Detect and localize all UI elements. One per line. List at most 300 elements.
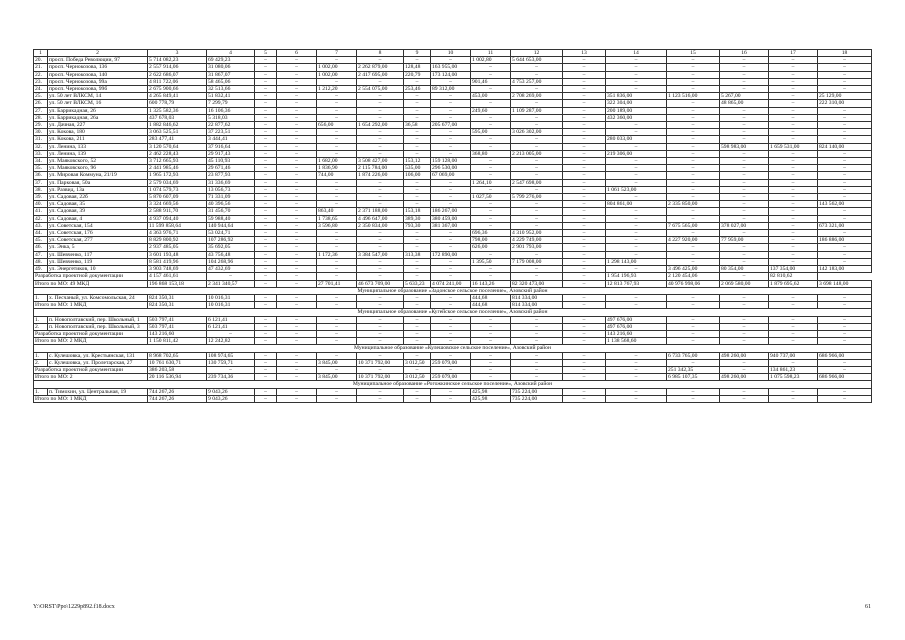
address-cell: ул. Кокова, 180	[48, 129, 148, 136]
value-cell: 2 417 695,00	[357, 71, 404, 78]
value-cell: –	[277, 244, 317, 251]
value-cell: 3 596,80	[317, 222, 357, 229]
value-cell: 77 959,00	[720, 237, 769, 244]
value-cell: 744 267,26	[148, 388, 207, 395]
value-cell: –	[317, 150, 357, 157]
value-cell: –	[667, 114, 720, 121]
value-cell: –	[431, 129, 471, 136]
summary-cell: –	[563, 366, 606, 373]
value-cell: –	[255, 186, 277, 193]
value-cell: 51 832,41	[207, 93, 255, 100]
value-cell: 2 708 269,00	[511, 93, 563, 100]
column-number-cell: 17	[769, 50, 818, 57]
summary-cell: –	[769, 330, 818, 337]
value-cell: –	[667, 78, 720, 85]
value-cell: –	[317, 244, 357, 251]
value-cell: –	[317, 143, 357, 150]
value-cell: 259 079,00	[431, 359, 471, 366]
value-cell: –	[357, 323, 404, 330]
value-cell: –	[769, 230, 818, 237]
row-number: 48.	[34, 258, 48, 265]
value-cell: –	[277, 57, 317, 64]
value-cell: 793,30	[404, 222, 431, 229]
value-cell: 598 983,00	[720, 143, 769, 150]
value-cell: 1 654 292,00	[357, 122, 404, 129]
value-cell: –	[277, 194, 317, 201]
value-cell: –	[277, 251, 317, 258]
value-cell: 3 508 427,00	[357, 158, 404, 165]
value-cell: –	[255, 107, 277, 114]
summary-cell: –	[207, 273, 255, 280]
value-cell: –	[317, 114, 357, 121]
value-cell: 43 756,48	[207, 251, 255, 258]
value-cell: 863,40	[317, 208, 357, 215]
summary-row	[34, 338, 872, 345]
address-cell: ул. 50 лет ВЛКСМ, 14	[48, 93, 148, 100]
value-cell: –	[255, 158, 277, 165]
value-cell: –	[563, 388, 606, 395]
value-cell: 4 310 952,00	[511, 230, 563, 237]
summary-cell: 6 985 107,35	[667, 374, 720, 381]
value-cell: 2 262 879,00	[357, 64, 404, 71]
value-cell: –	[563, 230, 606, 237]
value-cell: –	[255, 165, 277, 172]
value-cell: –	[563, 179, 606, 186]
value-cell: –	[255, 143, 277, 150]
value-cell: 249,60	[471, 107, 511, 114]
column-number-cell: 7	[317, 50, 357, 57]
value-cell: 13 056,73	[207, 186, 255, 193]
value-cell: –	[471, 266, 511, 273]
value-cell: –	[720, 186, 769, 193]
value-cell: –	[404, 258, 431, 265]
summary-cell: –	[404, 338, 431, 345]
value-cell: –	[471, 201, 511, 208]
column-number-cell: 9	[404, 50, 431, 57]
column-number-cell: 12	[511, 50, 563, 57]
table-row	[34, 64, 872, 71]
value-cell: –	[471, 215, 511, 222]
table-row	[34, 186, 872, 193]
value-cell: –	[667, 194, 720, 201]
summary-cell: 10 016,31	[207, 302, 255, 309]
summary-cell: 1 150 811,42	[148, 338, 207, 345]
value-cell: –	[255, 136, 277, 143]
summary-cell: –	[471, 366, 511, 373]
value-cell: –	[667, 388, 720, 395]
value-cell: –	[563, 100, 606, 107]
value-cell: –	[563, 78, 606, 85]
value-cell: 153,12	[404, 158, 431, 165]
value-cell: –	[563, 237, 606, 244]
value-cell: 2 335 850,00	[667, 201, 720, 208]
summary-cell: 196 868 153,18	[148, 280, 207, 287]
value-cell: –	[769, 93, 818, 100]
summary-cell: –	[563, 374, 606, 381]
value-cell: 322 304,00	[606, 100, 667, 107]
summary-cell: 12 813 767,93	[606, 280, 667, 287]
value-cell: –	[511, 186, 563, 193]
summary-cell: –	[606, 395, 667, 402]
summary-cell: –	[563, 280, 606, 287]
value-cell: 4 753 257,00	[511, 78, 563, 85]
address-cell: ул. Советская, 154	[48, 222, 148, 229]
table-row	[34, 165, 872, 172]
table-row	[34, 114, 872, 121]
value-cell: 186 267,00	[431, 208, 471, 215]
row-number: 39.	[34, 194, 48, 201]
table-row	[34, 86, 872, 93]
summary-cell: –	[431, 395, 471, 402]
value-cell: –	[431, 266, 471, 273]
value-cell: –	[277, 266, 317, 273]
value-cell: 25 129,00	[818, 93, 872, 100]
table-row	[34, 57, 872, 64]
value-cell: –	[563, 323, 606, 330]
value-cell: –	[667, 64, 720, 71]
value-cell: –	[818, 78, 872, 85]
value-cell: 59 988,40	[207, 215, 255, 222]
value-cell: –	[818, 230, 872, 237]
value-cell: 58 465,06	[207, 78, 255, 85]
table-row	[34, 352, 872, 359]
value-cell: –	[563, 201, 606, 208]
summary-cell: –	[255, 280, 277, 287]
value-cell: –	[818, 316, 872, 323]
value-cell: –	[431, 100, 471, 107]
summary-cell: –	[277, 338, 317, 345]
address-cell: с. Кулешовка, ул. Крестьянская, 131	[48, 352, 148, 359]
value-cell: 283 477,41	[148, 136, 207, 143]
value-cell: –	[818, 215, 872, 222]
value-cell: –	[667, 244, 720, 251]
value-cell: –	[255, 294, 277, 301]
value-cell: –	[818, 64, 872, 71]
table-row	[34, 294, 872, 301]
value-cell: 453,00	[471, 93, 511, 100]
value-cell: –	[511, 136, 563, 143]
summary-cell: 16 143,26	[471, 280, 511, 287]
value-cell: 389,30	[404, 215, 431, 222]
value-cell: 200 189,00	[606, 107, 667, 114]
value-cell: –	[818, 136, 872, 143]
value-cell: –	[720, 244, 769, 251]
value-cell: –	[667, 316, 720, 323]
value-cell: –	[511, 323, 563, 330]
value-cell: –	[563, 294, 606, 301]
value-cell: –	[471, 114, 511, 121]
summary-cell: –	[818, 302, 872, 309]
value-cell: –	[255, 114, 277, 121]
value-cell: 29 917,43	[207, 150, 255, 157]
table-row	[34, 244, 872, 251]
value-cell: 3 120 570,64	[148, 143, 207, 150]
row-number: 47.	[34, 251, 48, 258]
address-cell: ул. Шевченко, 119	[48, 258, 148, 265]
value-cell: –	[317, 136, 357, 143]
value-cell: –	[431, 57, 471, 64]
value-cell: 1 659 531,00	[769, 143, 818, 150]
address-cell: ул. Садовая, 4	[48, 215, 148, 222]
value-cell: –	[277, 208, 317, 215]
value-cell: 735 224,00	[511, 388, 563, 395]
value-cell: –	[471, 352, 511, 359]
table-row	[34, 107, 872, 114]
value-cell: –	[357, 114, 404, 121]
value-cell: 351 836,00	[606, 93, 667, 100]
value-cell: 45 110,93	[207, 158, 255, 165]
value-cell: 444,68	[471, 294, 511, 301]
value-cell: 1 074 579,73	[148, 186, 207, 193]
value-cell: 824 140,00	[818, 143, 872, 150]
value-cell: –	[404, 114, 431, 121]
value-cell: 143 562,00	[818, 201, 872, 208]
summary-cell: –	[606, 366, 667, 373]
value-cell: –	[277, 258, 317, 265]
value-cell: –	[720, 57, 769, 64]
summary-cell: –	[511, 374, 563, 381]
value-cell: 4 265 849,41	[148, 93, 207, 100]
value-cell: –	[769, 172, 818, 179]
row-number: 1.	[34, 352, 48, 359]
value-cell: 22 877,62	[207, 122, 255, 129]
table-row	[34, 258, 872, 265]
address-cell: просп. Чернокозова, 136	[48, 64, 148, 71]
value-cell: –	[431, 294, 471, 301]
summary-cell: –	[471, 330, 511, 337]
value-cell: –	[255, 93, 277, 100]
value-cell: 6 121,41	[207, 323, 255, 330]
summary-row	[34, 374, 872, 381]
address-cell: п. Новополтавский, пер. Школьный, 1	[48, 316, 148, 323]
table-row	[34, 359, 872, 366]
summary-label: Итого по МО: 2	[34, 374, 148, 381]
value-cell: –	[255, 150, 277, 157]
address-cell: п. Новополтавский, пер. Школьный, 3	[48, 323, 148, 330]
value-cell: –	[563, 352, 606, 359]
column-number-cell: 14	[606, 50, 667, 57]
value-cell: –	[818, 186, 872, 193]
value-cell: 280 033,00	[606, 136, 667, 143]
value-cell: –	[317, 258, 357, 265]
value-cell: 5 799 276,00	[511, 194, 563, 201]
row-number: 21.	[34, 64, 48, 71]
row-number: 25.	[34, 93, 48, 100]
value-cell: 137 354,00	[769, 266, 818, 273]
value-cell: –	[357, 143, 404, 150]
value-cell: –	[511, 222, 563, 229]
value-cell: –	[317, 57, 357, 64]
address-cell: ул. Парковая, 50а	[48, 179, 148, 186]
row-number: 32.	[34, 143, 48, 150]
value-cell: –	[255, 222, 277, 229]
value-cell: –	[255, 244, 277, 251]
value-cell: –	[357, 258, 404, 265]
value-cell: 205 677,00	[431, 122, 471, 129]
value-cell: 71 331,09	[207, 194, 255, 201]
address-cell: х. Песчаный, ул. Комсомольская, 24	[48, 294, 148, 301]
table-row	[34, 129, 872, 136]
value-cell: –	[769, 136, 818, 143]
summary-cell: 20 116 536,94	[148, 374, 207, 381]
value-cell: –	[769, 201, 818, 208]
table-row	[34, 316, 872, 323]
value-cell: 7 179 008,00	[511, 258, 563, 265]
value-cell: –	[818, 158, 872, 165]
value-cell: –	[511, 64, 563, 71]
value-cell: 67 069,00	[431, 172, 471, 179]
value-cell: 744,00	[317, 172, 357, 179]
value-cell: –	[471, 136, 511, 143]
value-cell: 4 229 749,00	[511, 237, 563, 244]
value-cell: 2 675 900,66	[148, 86, 207, 93]
value-cell: 686 966,00	[818, 352, 872, 359]
value-cell: –	[277, 114, 317, 121]
value-cell: 4 496 647,00	[357, 215, 404, 222]
summary-cell: 82 810,62	[769, 273, 818, 280]
row-number: 31.	[34, 136, 48, 143]
value-cell: 128,48	[404, 64, 431, 71]
address-cell: ул. Мировая Коммуна, 21/19	[48, 172, 148, 179]
summary-cell: 824 350,31	[148, 302, 207, 309]
summary-cell: –	[667, 395, 720, 402]
value-cell: –	[563, 165, 606, 172]
summary-cell: –	[404, 366, 431, 373]
value-cell: –	[511, 122, 563, 129]
value-cell: –	[357, 57, 404, 64]
value-cell: –	[769, 323, 818, 330]
value-cell: –	[471, 251, 511, 258]
value-cell: –	[667, 172, 720, 179]
value-cell: –	[277, 179, 317, 186]
value-cell: –	[277, 294, 317, 301]
value-cell: 16 106,36	[207, 107, 255, 114]
address-cell: ул. Советская, 277	[48, 237, 148, 244]
value-cell: –	[431, 186, 471, 193]
value-cell: 11 599 858,64	[148, 222, 207, 229]
value-cell: –	[818, 129, 872, 136]
summary-cell: –	[277, 302, 317, 309]
value-cell: –	[769, 114, 818, 121]
summary-cell: 814 334,00	[511, 302, 563, 309]
value-cell: 4 227 920,00	[667, 237, 720, 244]
value-cell: –	[769, 222, 818, 229]
value-cell: –	[431, 201, 471, 208]
value-cell: 656,00	[317, 122, 357, 129]
value-cell: –	[769, 165, 818, 172]
repair-schedule-table	[33, 49, 872, 403]
document-page	[33, 49, 871, 403]
value-cell: –	[357, 107, 404, 114]
value-cell: 36,58	[404, 122, 431, 129]
value-cell: 1 002,00	[317, 71, 357, 78]
value-cell: 368,80	[471, 150, 511, 157]
value-cell: –	[431, 316, 471, 323]
summary-cell: –	[317, 330, 357, 337]
value-cell: –	[667, 71, 720, 78]
summary-cell: –	[471, 374, 511, 381]
value-cell: –	[404, 230, 431, 237]
summary-cell: –	[404, 330, 431, 337]
value-cell: –	[720, 230, 769, 237]
value-cell: –	[667, 323, 720, 330]
summary-row	[34, 280, 872, 287]
summary-cell: 444,68	[471, 302, 511, 309]
value-cell: –	[769, 215, 818, 222]
value-cell: 1 395,50	[471, 258, 511, 265]
value-cell: –	[606, 78, 667, 85]
summary-cell: –	[818, 366, 872, 373]
value-cell: 37 223,51	[207, 129, 255, 136]
address-cell: ул. Маяковского, 96	[48, 165, 148, 172]
value-cell: –	[563, 316, 606, 323]
value-cell: –	[404, 107, 431, 114]
value-cell: –	[606, 251, 667, 258]
table-row	[34, 122, 872, 129]
value-cell: –	[720, 71, 769, 78]
value-cell: 296 530,00	[431, 165, 471, 172]
value-cell: 47 432,69	[207, 266, 255, 273]
summary-cell: 12 242,82	[207, 338, 255, 345]
table-row	[34, 201, 872, 208]
value-cell: 432 360,00	[606, 114, 667, 121]
summary-cell: –	[818, 330, 872, 337]
value-cell: –	[818, 179, 872, 186]
value-cell: –	[255, 316, 277, 323]
value-cell: 3 063 525,51	[148, 129, 207, 136]
value-cell: –	[606, 71, 667, 78]
footer-file-path: Y:\ORST\Ppo\1229p892.f18.docx	[33, 604, 115, 610]
summary-cell: –	[255, 302, 277, 309]
value-cell: –	[431, 244, 471, 251]
summary-cell: –	[720, 366, 769, 373]
value-cell: –	[255, 86, 277, 93]
value-cell: –	[255, 122, 277, 129]
row-number: 1.	[34, 294, 48, 301]
summary-cell: 498 260,00	[720, 374, 769, 381]
value-cell: 23 877,93	[207, 172, 255, 179]
value-cell: 1 882 846,62	[148, 122, 207, 129]
value-cell: –	[667, 107, 720, 114]
value-cell: –	[769, 100, 818, 107]
value-cell: –	[769, 237, 818, 244]
value-cell: –	[769, 107, 818, 114]
summary-row	[34, 330, 872, 337]
value-cell: 535,00	[404, 165, 431, 172]
value-cell: –	[317, 237, 357, 244]
row-number: 40.	[34, 201, 48, 208]
value-cell: 4 811 722,06	[148, 78, 207, 85]
table-row	[34, 388, 872, 395]
table-row	[34, 266, 872, 273]
value-cell: 1 002,00	[317, 64, 357, 71]
column-number-cell: 1	[34, 50, 48, 57]
table-row	[34, 71, 872, 78]
row-number: 23.	[34, 78, 48, 85]
value-cell: 37 916,64	[207, 143, 255, 150]
summary-cell: –	[277, 395, 317, 402]
summary-cell: 735 224,00	[511, 395, 563, 402]
value-cell: 626,00	[471, 244, 511, 251]
summary-cell: –	[471, 273, 511, 280]
value-cell: –	[769, 122, 818, 129]
value-cell: –	[317, 266, 357, 273]
value-cell: 107 286,92	[207, 237, 255, 244]
row-number: 46.	[34, 244, 48, 251]
value-cell: –	[431, 194, 471, 201]
value-cell: –	[404, 294, 431, 301]
value-cell: 130 759,71	[207, 359, 255, 366]
